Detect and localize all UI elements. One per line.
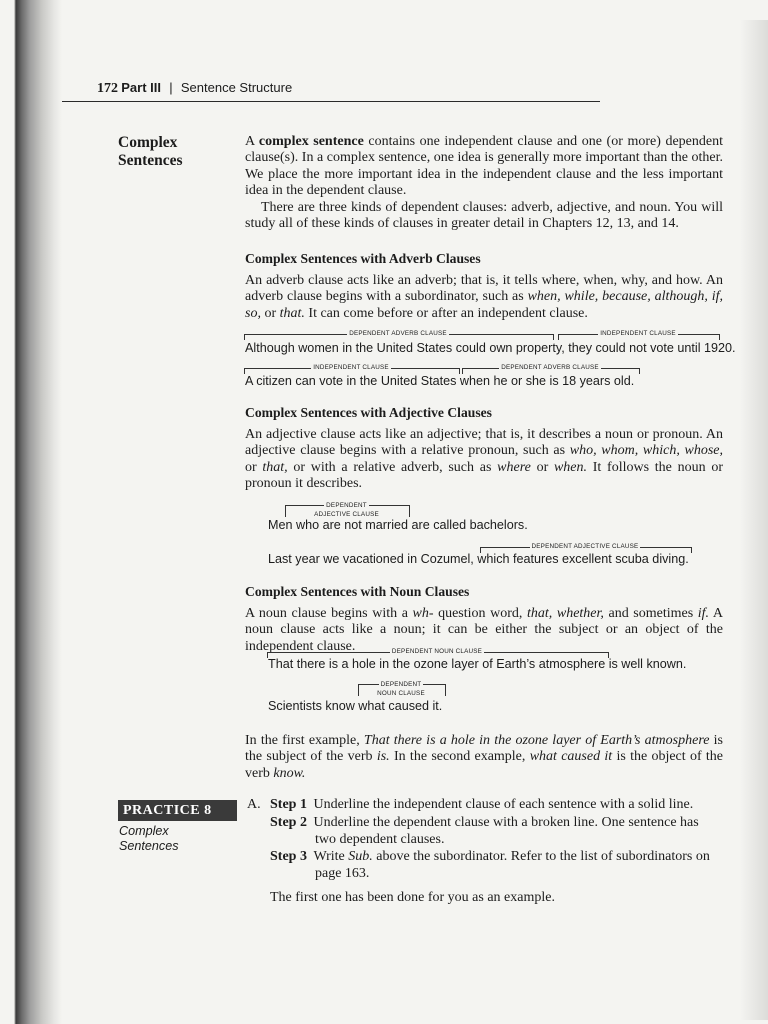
adjective-heading: Complex Sentences with Adjective Clauses — [245, 405, 492, 420]
intro-term: complex sentence — [258, 134, 364, 149]
explain-text-c: In the second example, — [389, 749, 530, 765]
label-noun-2b: NOUN CLAUSE — [377, 690, 425, 697]
label-adjective-1a: DEPENDENT — [326, 502, 367, 509]
adverb-text-b: or — [260, 305, 280, 321]
step-1-text: Underline the independent clause of each sentence with a solid line. — [313, 797, 694, 812]
adverb-italic-2: that. — [279, 305, 305, 321]
practice-letter: A. — [247, 797, 261, 812]
intro-paragraph — [245, 134, 723, 232]
margin-heading — [118, 134, 183, 170]
step-2-text: Underline the dependent clause with a broken line. One sentence has — [313, 815, 699, 830]
label-adjective-2-text: DEPENDENT ADJECTIVE CLAUSE — [531, 543, 639, 550]
margin-heading-line2: Sentences — [118, 152, 183, 169]
adjective-text-d: or — [530, 459, 554, 475]
step-3-italic: Sub. — [348, 849, 373, 864]
adjective-example-1: Men who are not married are called bachelors. — [268, 518, 528, 532]
noun-text-c: and sometimes — [603, 606, 698, 621]
intro-text-1: A — [245, 134, 259, 149]
adjective-text-a: An adjective clause acts like an adjective; that is, it describes a noun or pronoun. An adjective clause begins with a relative pronoun, such as — [245, 427, 723, 459]
practice-subtitle-1: Complex — [119, 824, 169, 838]
adverb-paragraph — [245, 273, 723, 322]
step-1-label: Step 1 — [270, 797, 307, 812]
part-label: Part III — [121, 80, 161, 95]
page-number: 172 — [97, 81, 118, 96]
adjective-italic-2: that, — [262, 459, 288, 475]
step-3-text-pre: Write — [313, 849, 349, 864]
header-rule — [62, 101, 600, 102]
step-3-label: Step 3 — [270, 849, 307, 864]
step-1 — [270, 797, 693, 813]
adverb-example-1: Although women in the United States could own property, they could not vote until 1920. — [245, 341, 736, 355]
explain-italic-2: is. — [376, 749, 390, 765]
noun-text-a: A noun clause begins with a — [245, 606, 413, 621]
noun-example-2: Scientists know what caused it. — [268, 699, 443, 713]
adverb-italic-1: when, while, because, although, if, so, — [245, 289, 723, 321]
label-noun-1 — [267, 648, 607, 655]
step-3 — [270, 849, 710, 865]
running-header — [97, 80, 292, 97]
step-3-cont: page 163. — [315, 866, 370, 881]
intro-text-2: contains one independent clause and one (or more) dependent clause(s). In a complex sentence, one idea is generally more important than the other. We place the more important idea in the independent clause and the less important idea in the dependent clause. — [245, 134, 723, 199]
margin-heading-line1: Complex — [118, 134, 178, 151]
explain-text-b: is the subject of the verb — [245, 733, 723, 765]
explain-italic-4: know. — [273, 765, 306, 781]
label-adverb-indep — [558, 330, 718, 337]
label-adverb-dep — [244, 330, 552, 337]
explain-text-d: is the object of the verb — [245, 749, 724, 781]
noun-italic-1: wh- — [412, 606, 434, 621]
noun-heading: Complex Sentences with Noun Clauses — [245, 584, 470, 599]
label-adjective-1b: ADJECTIVE CLAUSE — [314, 511, 379, 518]
adjective-text-c: or with a relative adverb, such as — [287, 459, 498, 475]
label-adverb2-indep-text: INDEPENDENT CLAUSE — [313, 364, 389, 371]
noun-italic-2: that, whether, — [526, 606, 604, 621]
label-adjective-2 — [480, 543, 690, 550]
explain-italic-1: That there is a hole in the ozone layer of Earth’s atmosphere — [363, 733, 710, 748]
practice-badge: PRACTICE 8 — [118, 800, 237, 821]
noun-text-d: A noun clause acts like a noun; it can be either the subject or an object of the independent clause. — [245, 606, 723, 654]
adverb-text-c: It can come before or after an independent clause. — [304, 305, 588, 321]
explain-italic-3: what caused it — [529, 749, 613, 765]
practice-subtitle — [119, 824, 179, 854]
adverb-text-a: An adverb clause acts like an adverb; that is, it tells where, when, why, and how. An adverb clause begins with a subordinator, such as — [245, 273, 723, 305]
noun-text-b: question word, — [433, 606, 527, 621]
label-adverb2-dep — [462, 364, 638, 371]
adverb-example-2: A citizen can vote in the United States when he or she is 18 years old. — [245, 374, 635, 388]
label-adverb-dep-text: DEPENDENT ADVERB CLAUSE — [349, 330, 447, 337]
step-2-label: Step 2 — [270, 815, 307, 830]
label-adverb2-dep-text: DEPENDENT ADVERB CLAUSE — [501, 364, 599, 371]
adjective-italic-1: who, whom, which, whose, — [569, 443, 723, 459]
adjective-text-e: It follows the noun or pronoun it describes. — [245, 459, 723, 492]
intro-paragraph-2: There are three kinds of dependent clauses: adverb, adjective, and noun. You will study all of these kinds of clauses in greater detail in Chapters 12, 13, and 14. — [245, 199, 723, 232]
step-2 — [270, 815, 699, 831]
explanation-paragraph — [245, 733, 723, 782]
label-noun-2a: DEPENDENT — [380, 681, 422, 688]
noun-example-1: That there is a hole in the ozone layer of Earth’s atmosphere is well known. — [268, 657, 687, 671]
header-separator: | — [169, 80, 173, 95]
practice-subtitle-2: Sentences — [119, 839, 179, 853]
step-3-text-post: above the subordinator. Refer to the list of subordinators on — [372, 849, 710, 864]
practice-note: The first one has been done for you as an example. — [270, 890, 555, 905]
step-2-cont: two dependent clauses. — [315, 832, 445, 847]
adjective-italic-3: where — [497, 459, 531, 475]
adjective-paragraph — [245, 427, 723, 493]
noun-italic-3: if. — [697, 606, 710, 621]
label-adverb-indep-text: INDEPENDENT CLAUSE — [600, 330, 676, 337]
adjective-example-2: Last year we vacationed in Cozumel, which features excellent scuba diving. — [268, 552, 689, 566]
section-title: Sentence Structure — [180, 80, 293, 95]
label-noun-2 — [358, 680, 444, 698]
adverb-heading: Complex Sentences with Adverb Clauses — [245, 251, 481, 266]
adjective-italic-4: when. — [553, 459, 588, 475]
explain-text-a: In the first example, — [245, 733, 364, 748]
adjective-text-b: or — [245, 459, 263, 475]
label-adverb2-indep — [244, 364, 458, 371]
label-noun-1-text: DEPENDENT NOUN CLAUSE — [391, 648, 483, 655]
label-adjective-1 — [285, 501, 408, 519]
